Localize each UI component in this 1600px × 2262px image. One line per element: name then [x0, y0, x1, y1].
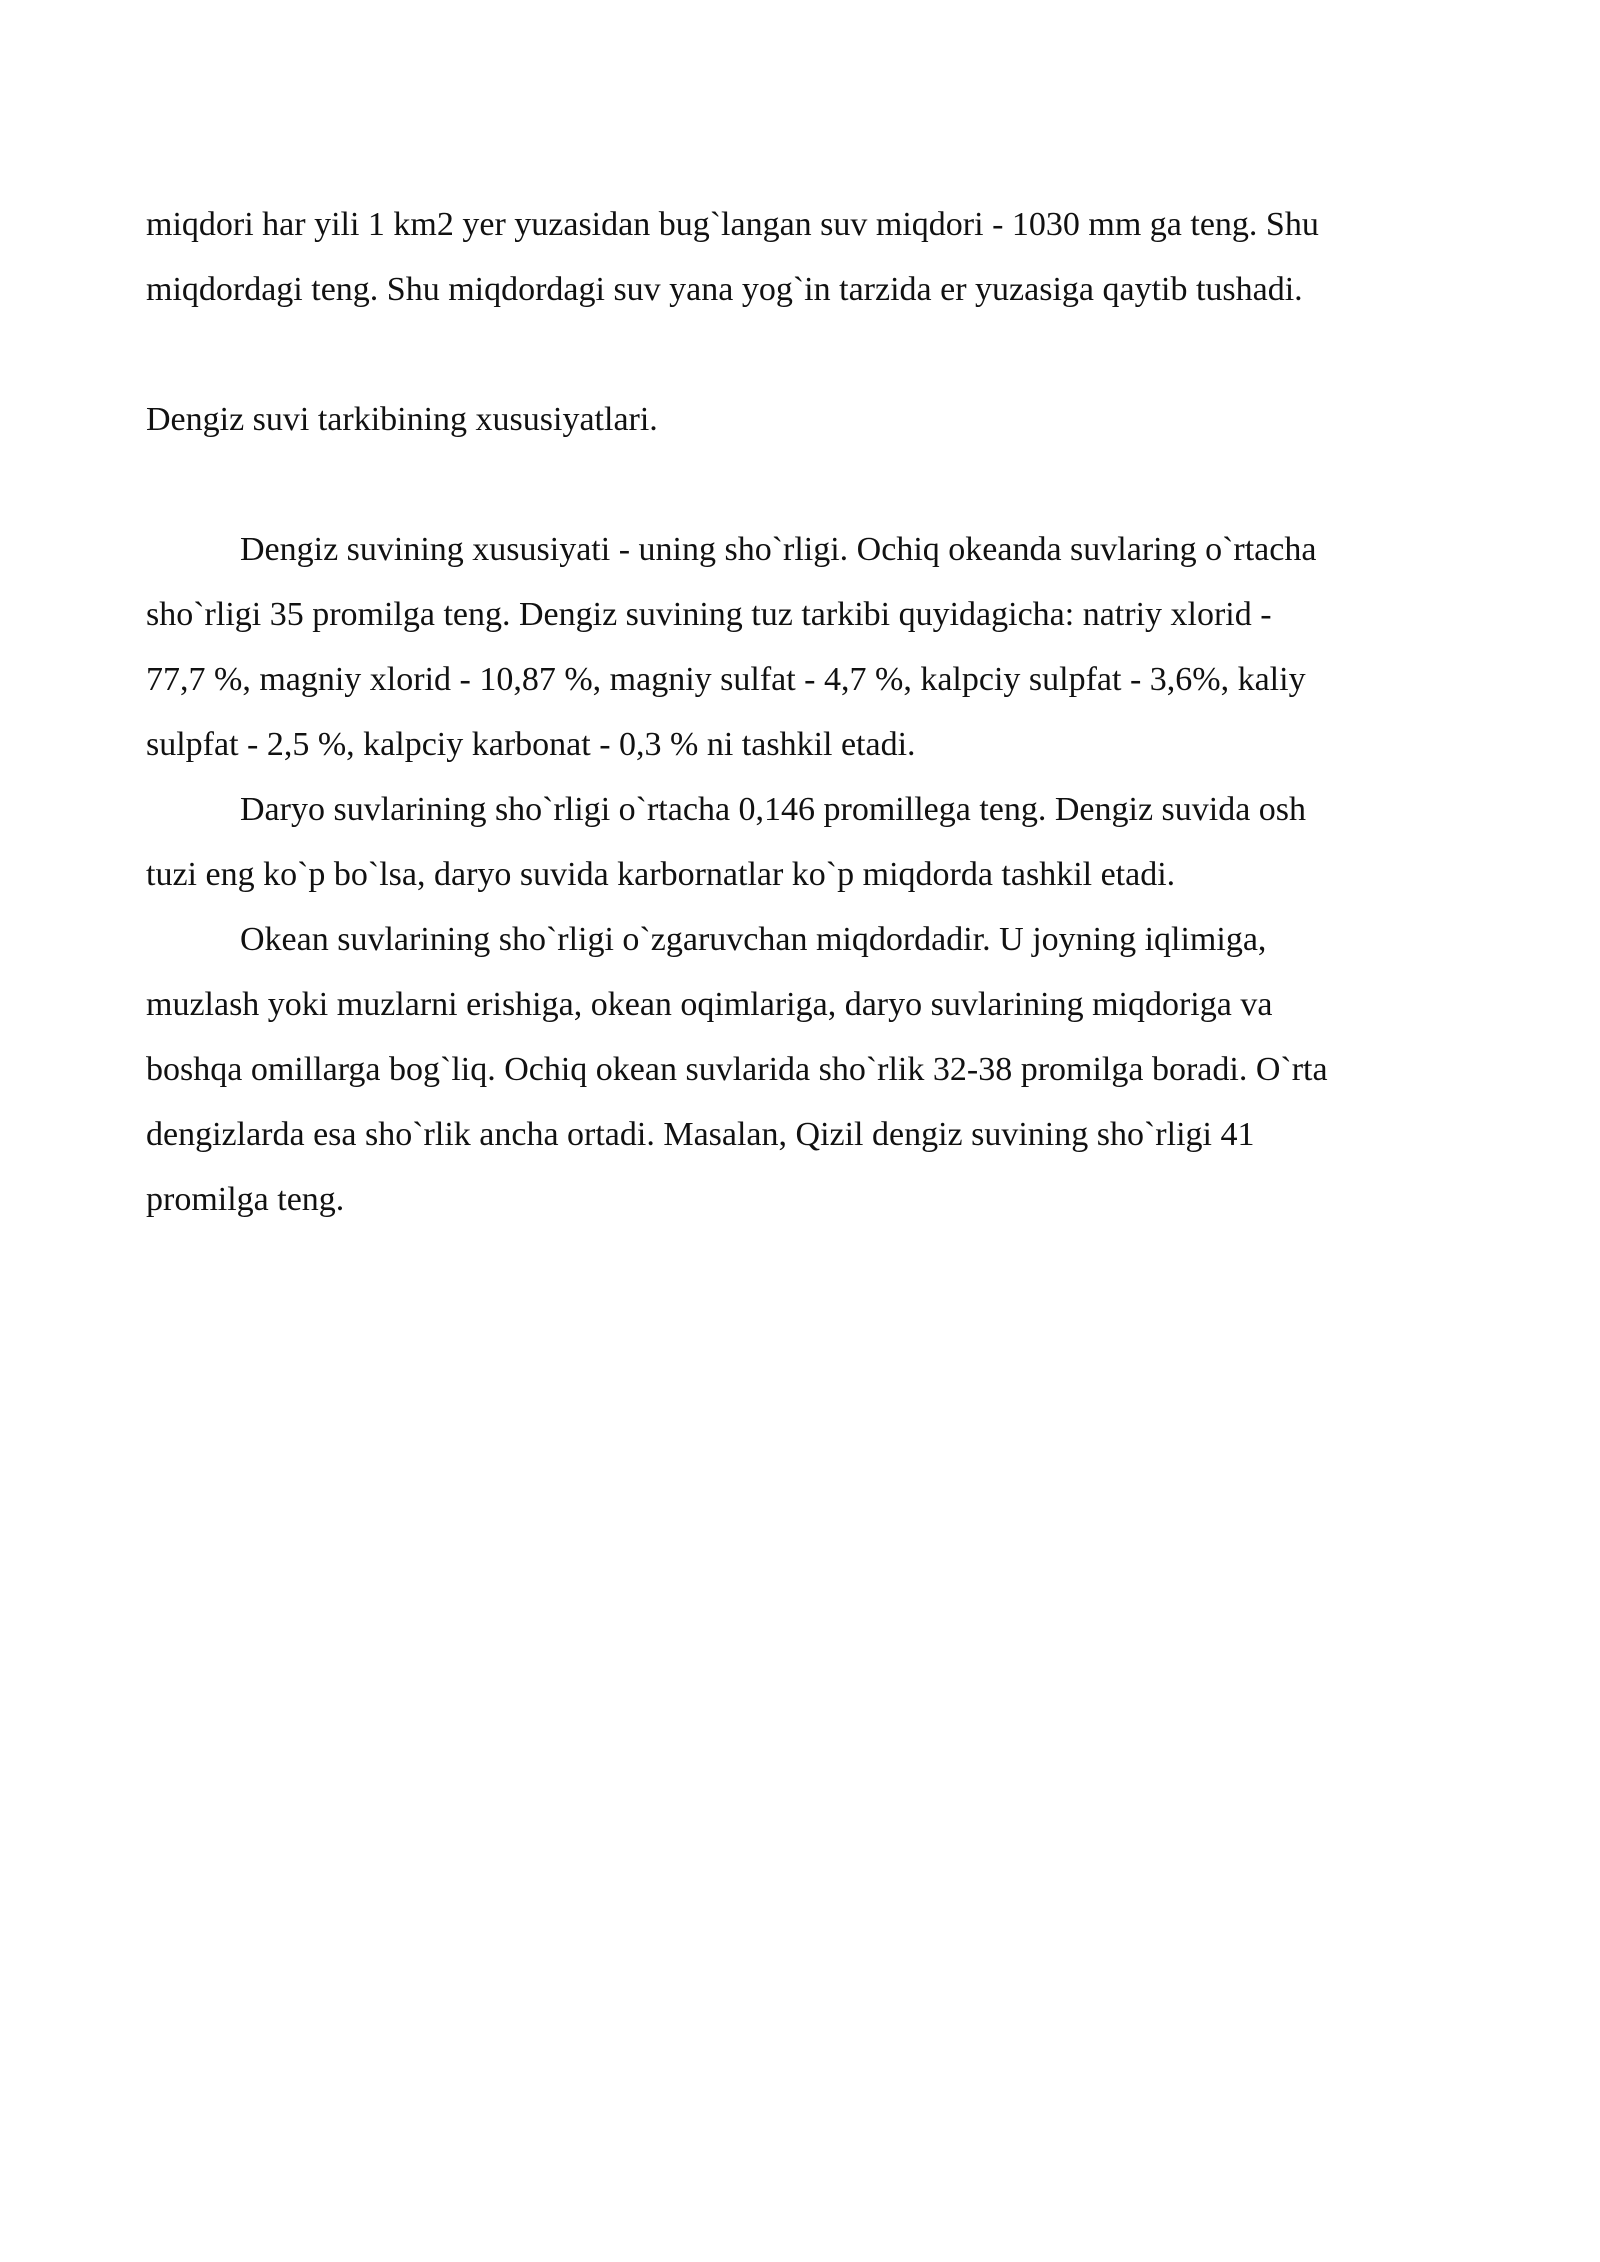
text-line: sulpfat - 2,5 %, kalpciy karbonat - 0,3 % ni tashkil etadi.: [146, 726, 916, 763]
text-line: Dengiz suvining xususiyati - uning sho`rligi. Ochiq okeanda suvlaring o`rtacha: [240, 531, 1317, 568]
document-page: [146, 192, 1476, 1232]
paragraph-ocean-salinity: [146, 907, 1476, 1232]
text-line: Okean suvlarining sho`rligi o`zgaruvchan miqdordadir. U joyning iqlimiga,: [240, 921, 1267, 958]
paragraph-river-salinity: [146, 777, 1476, 907]
text-line: boshqa omillarga bog`liq. Ochiq okean suvlarida sho`rlik 32-38 promilga boradi. O`rta: [146, 1051, 1328, 1088]
text-line: muzlash yoki muzlarni erishiga, okean oqimlariga, daryo suvlarining miqdoriga va: [146, 986, 1273, 1023]
intro-paragraph: [146, 192, 1476, 322]
text-line: miqdori har yili 1 km2 yer yuzasidan bug`langan suv miqdori - 1030 mm ga teng. Shu: [146, 206, 1319, 243]
text-line: tuzi eng ko`p bo`lsa, daryo suvida karbornatlar ko`p miqdorda tashkil etadi.: [146, 856, 1176, 893]
text-line: 77,7 %, magniy xlorid - 10,87 %, magniy sulfat - 4,7 %, kalpciy sulpfat - 3,6%, kaliy: [146, 661, 1306, 698]
paragraph-salinity: [146, 517, 1476, 777]
text-line: promilga teng.: [146, 1181, 345, 1218]
text-line: sho`rligi 35 promilga teng. Dengiz suvining tuz tarkibi quyidagicha: natriy xlorid -: [146, 596, 1272, 633]
text-line: miqdordagi teng. Shu miqdordagi suv yana yog`in tarzida er yuzasiga qaytib tushadi.: [146, 271, 1303, 308]
text-line: dengizlarda esa sho`rlik ancha ortadi. Masalan, Qizil dengiz suvining sho`rligi 41: [146, 1116, 1255, 1153]
section-heading: Dengiz suvi tarkibining xususiyatlari.: [146, 401, 658, 438]
text-line: Daryo suvlarining sho`rligi o`rtacha 0,146 promillega teng. Dengiz suvida osh: [240, 791, 1307, 828]
